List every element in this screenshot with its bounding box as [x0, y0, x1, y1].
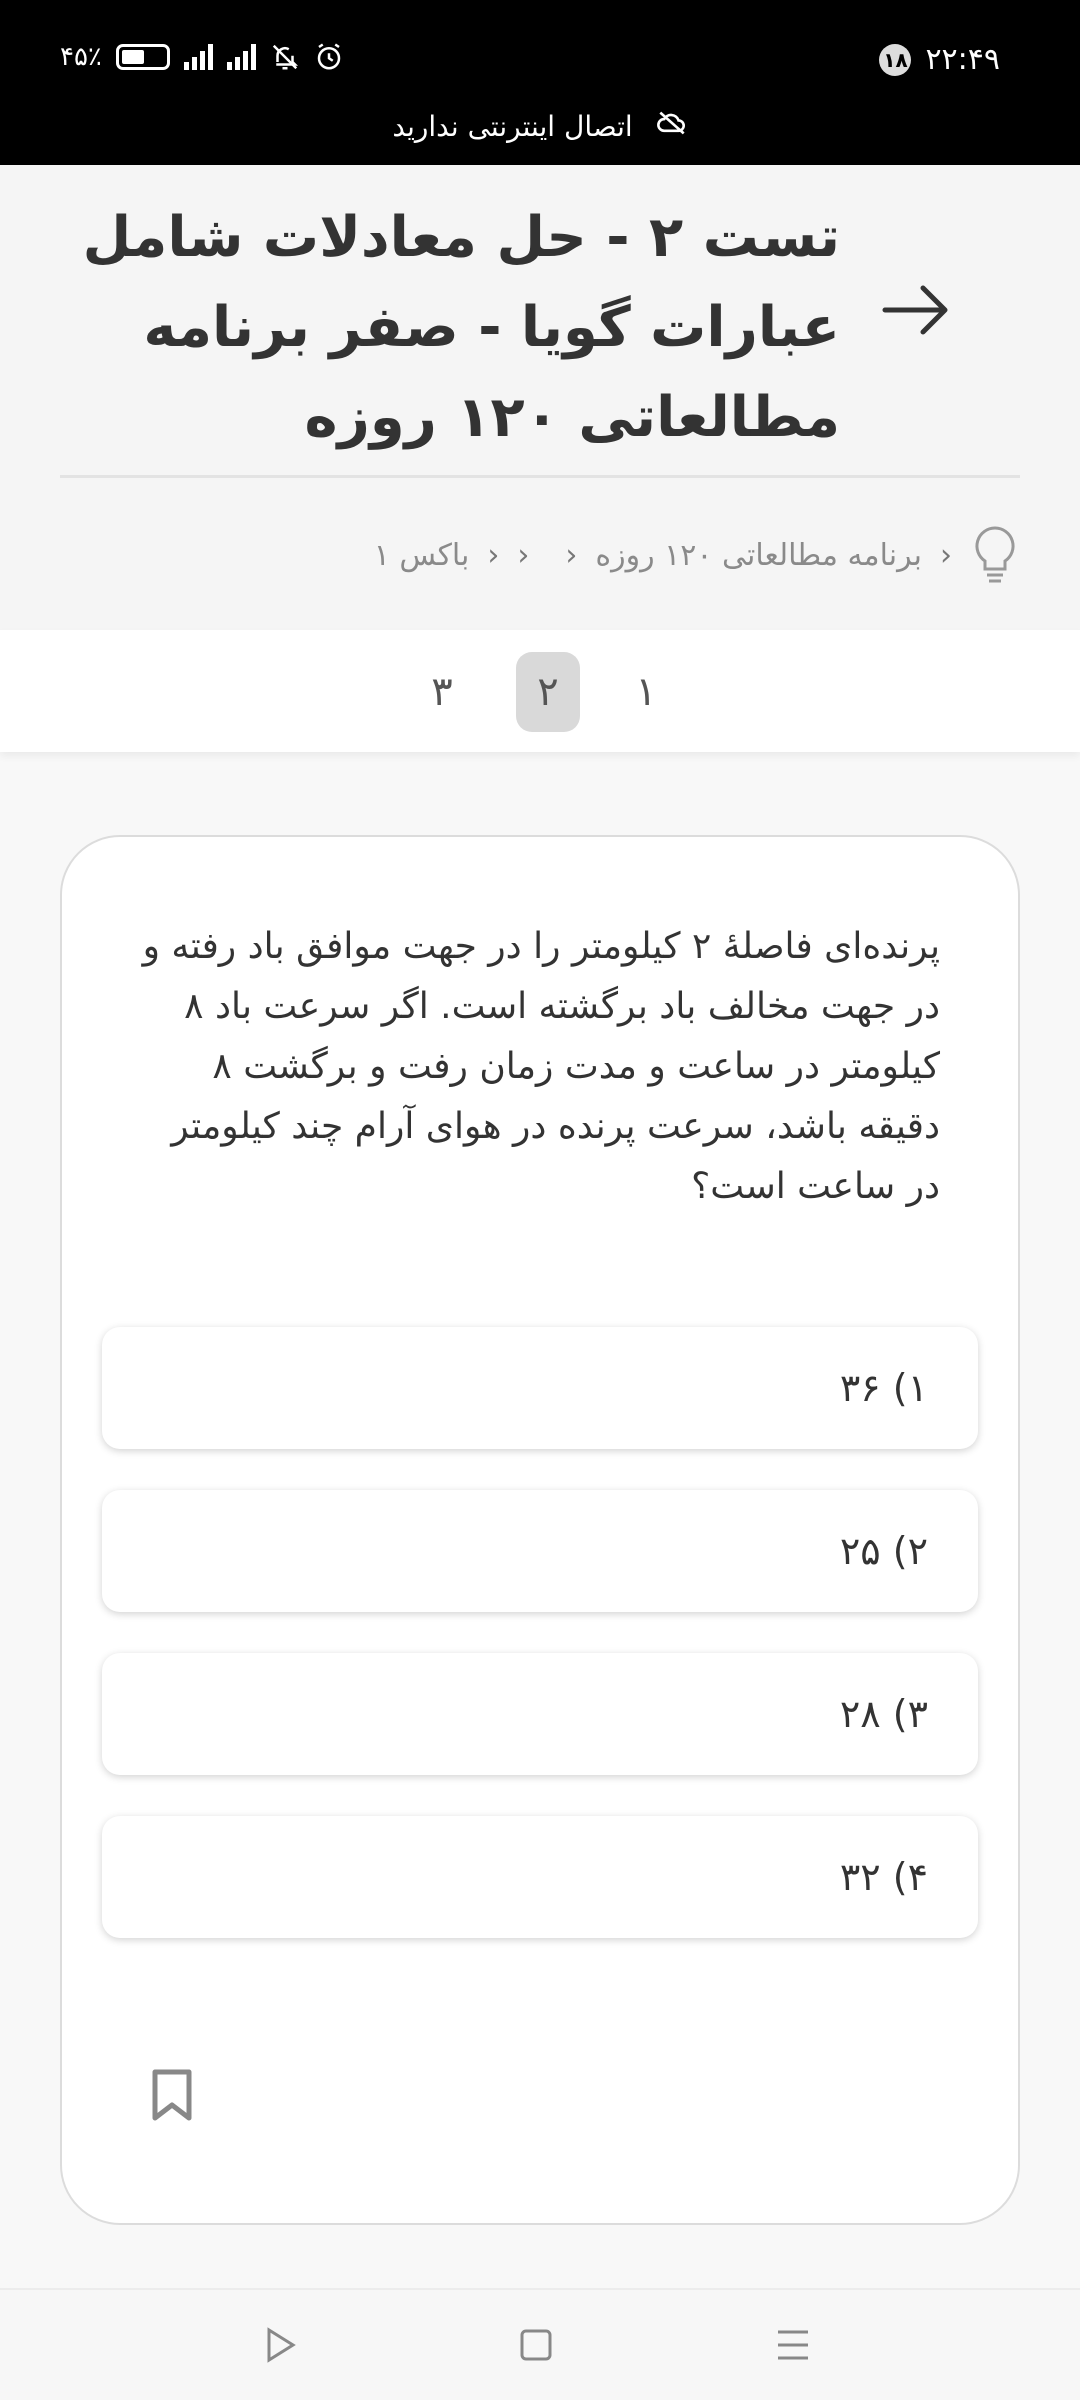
notification-count-badge: ۱۸ [879, 44, 911, 76]
offline-message: اتصال اینترنتی ندارید [392, 110, 633, 143]
back-triangle-icon[interactable] [255, 2320, 305, 2370]
breadcrumb-separator: ‹ [517, 537, 530, 573]
battery-icon [116, 44, 170, 70]
alarm-icon [314, 42, 344, 72]
pager-item-1[interactable]: ۱ [635, 669, 657, 715]
question-card [60, 835, 1020, 2225]
answer-option-4[interactable]: ۴) ۳۲ [102, 1816, 978, 1938]
answer-option-2[interactable]: ۲) ۲۵ [102, 1490, 978, 1612]
header-divider [60, 475, 1020, 478]
offline-banner [0, 110, 1080, 143]
back-arrow-icon[interactable] [875, 270, 955, 350]
breadcrumb-item[interactable]: باکس ۱ [373, 537, 470, 573]
question-pager [0, 630, 1080, 752]
status-time: ۲۲:۴۹ [925, 42, 1000, 77]
page-header [0, 165, 1080, 630]
cloud-off-icon [656, 110, 688, 143]
signal-icon [227, 44, 256, 70]
system-nav-bar [0, 2288, 1080, 2400]
breadcrumb-item[interactable]: برنامه مطالعاتی ۱۲۰ روزه [595, 537, 922, 573]
menu-lines-icon[interactable] [768, 2320, 818, 2370]
lightbulb-icon[interactable] [970, 524, 1020, 586]
status-icons [60, 42, 344, 72]
battery-percent: ۴۵٪ [60, 42, 102, 72]
breadcrumb-separator: ‹ [487, 537, 500, 573]
answer-option-3[interactable]: ۳) ۲۸ [102, 1653, 978, 1775]
answer-option-1[interactable]: ۱) ۳۶ [102, 1327, 978, 1449]
pager-item-3[interactable]: ۳ [431, 669, 453, 715]
question-text: پرنده‌ای فاصلهٔ ۲ کیلومتر را در جهت موافق باد رفته و در جهت مخالف باد برگشته است. اگر سرعت باد ۸ کیلومتر در ساعت و مدت زمان رفت و برگشت ۸ دقیقه باشد، سرعت پرنده در هوای آرام چند کیلومتر در ساعت است؟ [142, 926, 940, 1207]
status-time-group [879, 42, 1000, 77]
signal-icon [184, 44, 213, 70]
breadcrumb-separator: ‹ [940, 537, 952, 573]
page-title: تست ۲ - حل معادلات شامل عبارات گویا - صفر برنامه مطالعاتی ۱۲۰ روزه [82, 205, 840, 450]
home-square-icon[interactable] [511, 2320, 561, 2370]
status-bar [0, 0, 1080, 165]
mute-bell-icon [270, 42, 300, 72]
breadcrumb [374, 515, 1020, 595]
bookmark-icon[interactable] [150, 2067, 194, 2123]
pager-item-2[interactable]: ۲ [516, 652, 580, 732]
breadcrumb-separator: ‹ [565, 537, 578, 573]
